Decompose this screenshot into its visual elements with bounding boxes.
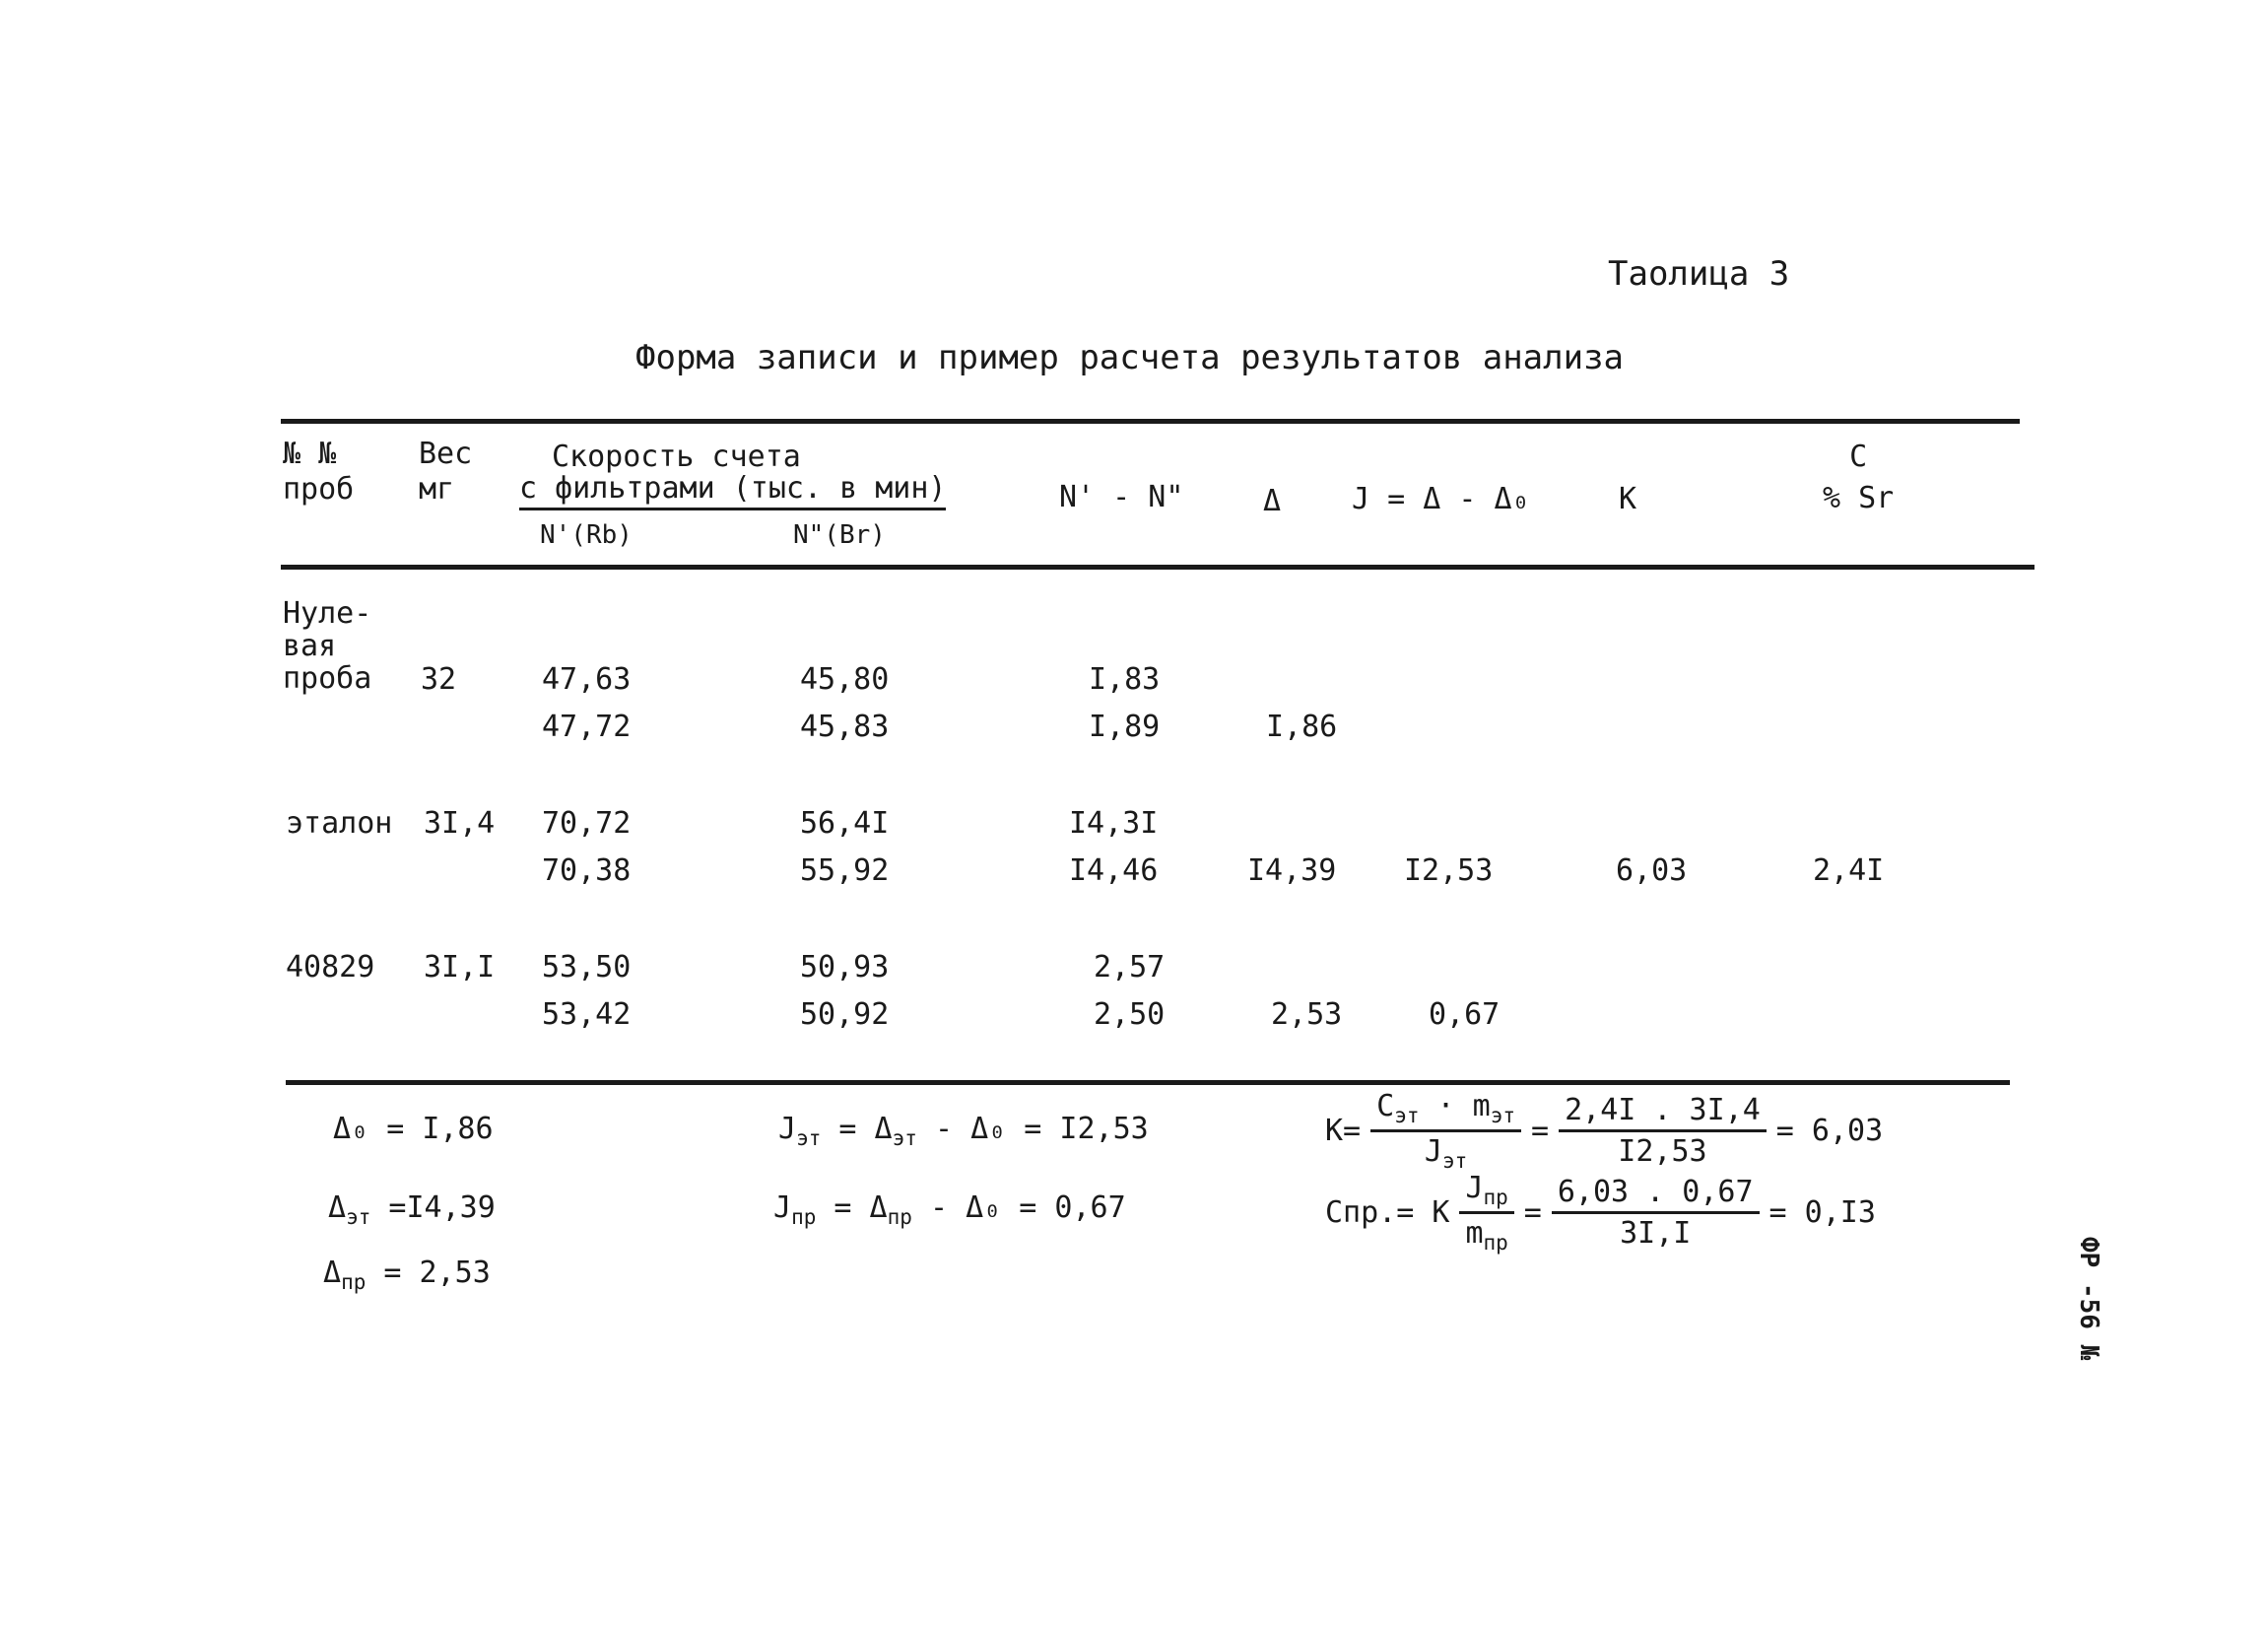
cell-diff: 2,57	[1094, 950, 1166, 985]
side-page-mark: ФР -56 №	[2074, 1237, 2103, 1361]
summary-delta-et: $\Delta_{эт} =I4,39$	[328, 1190, 496, 1229]
header-diff: N' - N"	[1059, 480, 1184, 514]
header-weight: Вес мг	[419, 437, 473, 507]
k-fraction-symbolic: $\frac{C_{эт} \cdot m_{эт}}{J_{эт}}$	[1370, 1089, 1521, 1173]
cpr-fraction-numeric: $\frac{6,03 . 0,67}{3I,I}$	[1552, 1175, 1760, 1251]
summary-cpr-formula: Cпр.= K $\frac{J_{пр}}{m_{пр}}$ = $\frac{6,03 . 0,67}{3I,I}$ = 0,I3	[1325, 1171, 1876, 1255]
header-j: J = Δ - Δ₀	[1352, 482, 1530, 516]
header-k: K	[1619, 482, 1637, 516]
cell-delta: I4,39	[1247, 853, 1337, 888]
summary-k-formula: K= $\frac{C_{эт} \cdot m_{эт}}{J_{эт}}$ = $\frac{2,4I . 3I,4}{I2,53}$ = 6,03	[1325, 1089, 1884, 1173]
header-rate-line2: с фильтрами (тыс. в мин)	[519, 471, 946, 510]
header-rule	[281, 565, 2035, 570]
cell-diff: I,89	[1089, 710, 1161, 744]
header-n1: N'(Rb)	[540, 520, 633, 550]
table-label: Таолица 3	[1608, 254, 1790, 294]
summary-delta-zero: Δ₀ = I,86	[333, 1112, 494, 1146]
cell-c: 2,4I	[1813, 853, 1885, 888]
cell-n2: 45,80	[800, 662, 890, 697]
cell-k: 6,03	[1616, 853, 1688, 888]
cell-n1: 47,72	[542, 710, 632, 744]
row-weight: 3I,4	[424, 806, 496, 841]
cell-diff: 2,50	[1094, 997, 1166, 1032]
header-delta: Δ	[1263, 484, 1282, 518]
cell-delta: I,86	[1266, 710, 1338, 744]
row-sample-null: Нуле- вая проба	[283, 596, 372, 696]
row-sample-etalon: эталон	[286, 806, 393, 841]
summary-j-pr: $J_{пр} = \Delta_{пр} - \Delta_0 = 0,67$	[773, 1190, 1126, 1229]
header-n2: N"(Br)	[793, 520, 886, 550]
top-rule	[281, 419, 2020, 424]
bottom-rule	[286, 1080, 2010, 1085]
cell-j: I2,53	[1404, 853, 1494, 888]
cell-n1: 70,38	[542, 853, 632, 888]
cell-n2: 56,4I	[800, 806, 890, 841]
header-sample-no: № № проб	[283, 437, 355, 507]
cell-diff: I4,3I	[1069, 806, 1159, 841]
row-weight: 3I,I	[424, 950, 496, 985]
header-rate-line1: Скорость счета	[552, 440, 801, 474]
row-weight: 32	[421, 662, 457, 697]
cell-n1: 53,42	[542, 997, 632, 1032]
k-fraction-numeric: $\frac{2,4I . 3I,4}{I2,53}$	[1559, 1093, 1767, 1169]
cell-delta: 2,53	[1271, 997, 1343, 1032]
summary-j-et: $J_{эт} = \Delta_{эт} - \Delta_0 = I2,53$	[778, 1112, 1149, 1150]
cpr-fraction-symbolic: $\frac{J_{пр}}{m_{пр}}$	[1459, 1171, 1513, 1255]
cell-n2: 45,83	[800, 710, 890, 744]
page-title: Форма записи и пример расчета результатов анализа	[635, 338, 1625, 377]
header-c: C % Sr	[1823, 440, 1895, 515]
cell-n2: 55,92	[800, 853, 890, 888]
cell-diff: I,83	[1089, 662, 1161, 697]
row-sample-40829: 40829	[286, 950, 375, 985]
cell-n1: 47,63	[542, 662, 632, 697]
cell-diff: I4,46	[1069, 853, 1159, 888]
cell-n2: 50,93	[800, 950, 890, 985]
cell-n2: 50,92	[800, 997, 890, 1032]
cell-n1: 53,50	[542, 950, 632, 985]
cell-n1: 70,72	[542, 806, 632, 841]
cell-j: 0,67	[1429, 997, 1501, 1032]
summary-delta-pr: $\Delta_{пр} = 2,53$	[323, 1256, 491, 1294]
